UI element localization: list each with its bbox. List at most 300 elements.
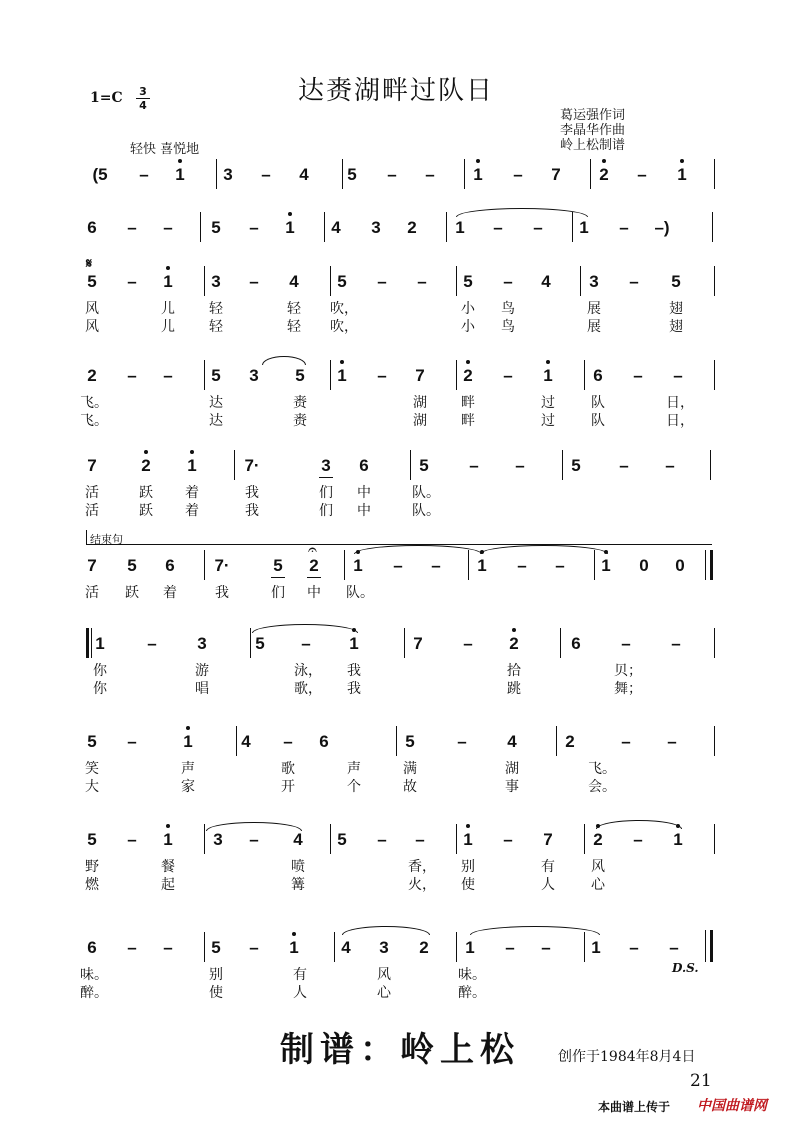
lyric-syllable: 过: [541, 395, 555, 411]
double-bar-line: [705, 550, 706, 580]
note: –: [515, 456, 525, 475]
bar-line: [204, 932, 205, 962]
note: (5: [92, 165, 108, 184]
lyric-syllable: 中: [307, 585, 321, 601]
note: 1: [470, 556, 494, 576]
note: 1: [455, 218, 465, 237]
key-signature: 1=C: [90, 90, 123, 106]
note: 1: [282, 938, 306, 958]
note: 1: [594, 556, 618, 576]
note: –: [629, 272, 639, 291]
lyric-syllable: 湖: [413, 395, 427, 411]
bar-line: [330, 266, 331, 296]
lyric-syllable: 达: [209, 413, 223, 429]
slur: [354, 545, 482, 554]
note: –: [301, 634, 311, 653]
lyric-syllable: 儿: [161, 319, 175, 335]
lyric-syllable: 事: [505, 779, 519, 795]
note: –: [673, 366, 683, 385]
note: 4: [241, 732, 251, 751]
note: 5: [671, 272, 681, 291]
lyric-syllable: 们: [271, 585, 285, 601]
bar-line: [250, 628, 251, 658]
note: 5: [255, 634, 265, 653]
note: –: [163, 218, 173, 237]
lyric-syllable: 香，: [408, 859, 436, 875]
bar-line: [236, 726, 237, 756]
note: 2: [502, 634, 526, 654]
note: 1: [168, 165, 192, 185]
lyric-syllable: 喷: [291, 859, 305, 875]
lyric-syllable: 着: [163, 585, 177, 601]
composition-date: 创作于1984年8月4日: [558, 1049, 696, 1065]
note: 1: [330, 366, 354, 386]
time-signature: [136, 86, 150, 111]
note: 1: [536, 366, 560, 386]
lyric-syllable: 声: [181, 761, 195, 777]
lyric-syllable: 跃: [139, 485, 153, 501]
lyric-syllable: 队。: [412, 485, 440, 501]
note: 7: [413, 634, 423, 653]
lyric-syllable: 活: [85, 585, 99, 601]
upload-note: 本曲谱上传于: [598, 1100, 671, 1114]
note: 3: [211, 272, 221, 291]
lyric-syllable: 队: [591, 395, 605, 411]
lyric-syllable: 展: [587, 319, 601, 335]
lyric-syllable: 满: [403, 761, 417, 777]
note: –: [127, 830, 137, 849]
note: 1: [466, 165, 490, 185]
note: 4: [341, 938, 351, 957]
bar-line: [204, 360, 205, 390]
note: –: [629, 938, 639, 957]
note: –: [417, 272, 427, 291]
lyric-syllable: 湖: [505, 761, 519, 777]
bar-line: [584, 932, 585, 962]
note: 6: [165, 556, 175, 575]
note: 2: [407, 218, 417, 237]
note: 6: [87, 938, 97, 957]
note: –: [503, 272, 513, 291]
lyric-syllable: 篝: [291, 877, 305, 893]
note: 5: [211, 366, 221, 385]
meter-top: 3: [139, 85, 147, 98]
note: –: [667, 732, 677, 751]
composer: 李晶华作曲: [560, 123, 626, 138]
note: –: [671, 634, 681, 653]
lyric-syllable: 泳，: [294, 663, 322, 679]
lyric-syllable: 队: [591, 413, 605, 429]
lyric-syllable: 我: [245, 485, 259, 501]
lyric-syllable: 们: [319, 485, 333, 501]
bar-line: [204, 824, 205, 854]
slur: [252, 624, 358, 633]
note: –: [393, 556, 403, 575]
note: –: [163, 938, 173, 957]
lyric-syllable: 人: [541, 877, 555, 893]
bar-line: [330, 824, 331, 854]
note: –: [249, 830, 259, 849]
double-bar-line: [91, 628, 92, 658]
bar-line: [344, 550, 345, 580]
fermata-mark: 𝄐: [308, 540, 317, 559]
note: 5: [463, 272, 473, 291]
lyric-syllable: 飞。: [80, 395, 108, 411]
note: 2: [302, 556, 326, 576]
octave-dot-high: [292, 932, 296, 936]
note: –: [517, 556, 527, 575]
note: 2: [456, 366, 480, 386]
note: –: [127, 272, 137, 291]
lyric-syllable: 飞。: [588, 761, 616, 777]
lyric-syllable: 拾: [507, 663, 521, 679]
lyric-syllable: 儿: [161, 301, 175, 317]
lyric-syllable: 别: [209, 967, 223, 983]
note: –: [665, 456, 675, 475]
note: –: [469, 456, 479, 475]
octave-dot-high: [340, 360, 344, 364]
slur: [596, 820, 682, 829]
note: 1: [579, 218, 589, 237]
lyric-syllable: 游: [195, 663, 209, 679]
note: 7·: [214, 556, 230, 575]
lyric-syllable: 会。: [588, 779, 616, 795]
note: –: [513, 165, 523, 184]
ending-label: 结束句: [90, 533, 123, 546]
note: –: [377, 272, 387, 291]
note: 5: [211, 218, 221, 237]
note: 7: [87, 456, 97, 475]
octave-dot-high: [178, 159, 182, 163]
ending-bracket-left: [86, 530, 87, 544]
note: –: [249, 272, 259, 291]
note: –: [503, 830, 513, 849]
note: –: [621, 732, 631, 751]
note: 1: [670, 165, 694, 185]
lyric-syllable: 翅: [669, 301, 683, 317]
note: –: [377, 366, 387, 385]
lyric-syllable: 你: [93, 663, 107, 679]
bar-line: [204, 266, 205, 296]
bar-line: [714, 159, 715, 189]
octave-dot-high: [680, 159, 684, 163]
lyric-syllable: 风: [591, 859, 605, 875]
note: 5: [571, 456, 581, 475]
double-bar-line: [710, 550, 713, 580]
note: 5: [405, 732, 415, 751]
note: 6: [593, 366, 603, 385]
note: –: [249, 218, 259, 237]
bar-line: [584, 824, 585, 854]
note: –: [377, 830, 387, 849]
bar-line: [464, 159, 465, 189]
lyric-syllable: 你: [93, 681, 107, 697]
lyric-syllable: 跳: [507, 681, 521, 697]
note: 6: [571, 634, 581, 653]
signature: 制谱：岭上松: [280, 1030, 520, 1070]
note: 0: [675, 556, 685, 575]
note: –: [503, 366, 513, 385]
note: 3: [589, 272, 599, 291]
note: –: [127, 218, 137, 237]
note: 4: [541, 272, 551, 291]
lyric-syllable: 舞；: [614, 681, 642, 697]
octave-dot-high: [476, 159, 480, 163]
lyric-syllable: 着: [185, 503, 199, 519]
bar-line: [710, 450, 711, 480]
lyric-syllable: 有: [541, 859, 555, 875]
note: 1: [342, 634, 366, 654]
note: 1: [180, 456, 204, 476]
lyric-syllable: 唱: [195, 681, 209, 697]
note: 4: [331, 218, 341, 237]
lyric-syllable: 我: [215, 585, 229, 601]
lyric-syllable: 达: [209, 395, 223, 411]
note: 1: [176, 732, 200, 752]
note: 5: [337, 272, 347, 291]
note: –: [457, 732, 467, 751]
lyric-syllable: 轻: [209, 301, 223, 317]
bar-line: [590, 159, 591, 189]
lyricist: 葛运强作词: [560, 108, 626, 123]
bar-line: [204, 550, 205, 580]
double-bar-line: [705, 930, 706, 962]
note: 5: [266, 556, 290, 576]
credits: [560, 108, 625, 153]
slur: [342, 926, 430, 935]
brand-logo[interactable]: 中国曲谱网: [697, 1098, 767, 1114]
lyric-syllable: 风: [85, 301, 99, 317]
note: –: [283, 732, 293, 751]
octave-dot-high: [190, 450, 194, 454]
note: 6: [319, 732, 329, 751]
note: 1: [456, 830, 480, 850]
note: 2: [134, 456, 158, 476]
lyric-syllable: 歌: [281, 761, 295, 777]
note: 7: [87, 556, 97, 575]
octave-dot-high: [546, 360, 550, 364]
lyric-syllable: 轻: [287, 319, 301, 335]
bar-line: [456, 266, 457, 296]
lyric-syllable: 使: [461, 877, 475, 893]
segno-mark: 𝄋: [86, 256, 93, 272]
lyric-syllable: 使: [209, 985, 223, 1001]
lyric-syllable: 贝；: [614, 663, 642, 679]
lyric-syllable: 队。: [412, 503, 440, 519]
bar-line: [404, 628, 405, 658]
slur: [456, 208, 588, 217]
lyric-syllable: 赉: [293, 395, 307, 411]
note: 2: [87, 366, 97, 385]
note: 5: [87, 272, 97, 291]
bar-line: [200, 212, 201, 242]
lyric-syllable: 队。: [346, 585, 374, 601]
note: 1: [156, 830, 180, 850]
lyric-syllable: 活: [85, 503, 99, 519]
note: 3: [249, 366, 259, 385]
note: –: [505, 938, 515, 957]
note: –: [431, 556, 441, 575]
lyric-syllable: 故: [403, 779, 417, 795]
note: 1: [591, 938, 601, 957]
note: 3: [379, 938, 389, 957]
note: 5: [87, 830, 97, 849]
note: –: [669, 938, 679, 957]
note: 3: [223, 165, 233, 184]
octave-dot-high: [602, 159, 606, 163]
note: 2: [592, 165, 616, 185]
lyric-syllable: 日，: [666, 413, 694, 429]
note: 1: [278, 218, 302, 238]
bar-line: [714, 628, 715, 658]
note: 6: [359, 456, 369, 475]
lyric-syllable: 开: [281, 779, 295, 795]
bar-line: [714, 824, 715, 854]
note: –: [619, 456, 629, 475]
lyric-syllable: 歌，: [294, 681, 322, 697]
slur: [480, 545, 608, 554]
bar-line: [216, 159, 217, 189]
note: 1: [156, 272, 180, 292]
lyric-syllable: 小: [461, 319, 475, 335]
bar-line: [456, 360, 457, 390]
lyric-syllable: 大: [85, 779, 99, 795]
lyric-syllable: 别: [461, 859, 475, 875]
lyric-syllable: 笑: [85, 761, 99, 777]
note: 2: [419, 938, 429, 957]
ending-bracket: [86, 544, 712, 545]
note: –: [127, 938, 137, 957]
note: –): [654, 218, 670, 237]
note: 5: [347, 165, 357, 184]
note: 1: [346, 556, 370, 576]
lyric-syllable: 野: [85, 859, 99, 875]
lyric-syllable: 畔: [461, 395, 475, 411]
double-bar-line: [710, 930, 713, 962]
bar-line: [714, 726, 715, 756]
ds-mark: D.S.: [672, 961, 699, 975]
note: –: [415, 830, 425, 849]
note: 5: [295, 366, 305, 385]
bar-line: [560, 628, 561, 658]
lyric-syllable: 燃: [85, 877, 99, 893]
lyric-syllable: 中: [357, 485, 371, 501]
lyric-syllable: 味。: [458, 967, 486, 983]
octave-dot-high: [288, 212, 292, 216]
slur: [470, 926, 600, 935]
note: 5: [211, 938, 221, 957]
lyric-syllable: 餐: [161, 859, 175, 875]
note: –: [425, 165, 435, 184]
engraver: 岭上松制谱: [560, 138, 626, 153]
note: 7: [415, 366, 425, 385]
note: –: [147, 634, 157, 653]
bar-line: [714, 360, 715, 390]
note: –: [633, 366, 643, 385]
lyric-syllable: 我: [347, 681, 361, 697]
note: –: [541, 938, 551, 957]
lyric-syllable: 起: [161, 877, 175, 893]
note: 3: [197, 634, 207, 653]
lyric-syllable: 过: [541, 413, 555, 429]
note: 2: [565, 732, 575, 751]
bar-line: [456, 932, 457, 962]
note: 5: [127, 556, 137, 575]
lyric-syllable: 心: [377, 985, 391, 1001]
lyric-syllable: 着: [185, 485, 199, 501]
lyric-syllable: 跃: [139, 503, 153, 519]
lyric-syllable: 家: [181, 779, 195, 795]
slur: [206, 822, 302, 831]
lyric-syllable: 醉。: [80, 985, 108, 1001]
lyric-syllable: 小: [461, 301, 475, 317]
note: –: [163, 366, 173, 385]
bar-line: [446, 212, 447, 242]
lyric-syllable: 鸟: [501, 301, 515, 317]
bar-line: [562, 450, 563, 480]
note: 4: [299, 165, 309, 184]
note: 7: [543, 830, 553, 849]
double-bar-line: [86, 628, 89, 658]
lyric-syllable: 人: [293, 985, 307, 1001]
note: 1: [465, 938, 475, 957]
octave-dot-high: [512, 628, 516, 632]
bar-line: [342, 159, 343, 189]
lyric-syllable: 们: [319, 503, 333, 519]
lyric-syllable: 风: [85, 319, 99, 335]
note: 5: [337, 830, 347, 849]
note: –: [249, 938, 259, 957]
note: –: [139, 165, 149, 184]
note: –: [127, 366, 137, 385]
bar-line: [580, 266, 581, 296]
lyric-syllable: 火，: [408, 877, 436, 893]
bar-line: [324, 212, 325, 242]
note: 5: [419, 456, 429, 475]
note: 2: [586, 830, 610, 850]
note: 1: [95, 634, 105, 653]
meter-bottom: 4: [139, 99, 147, 112]
bar-line: [330, 360, 331, 390]
bar-line: [714, 266, 715, 296]
note: –: [261, 165, 271, 184]
octave-dot-high: [466, 824, 470, 828]
octave-dot-high: [166, 824, 170, 828]
note: 3: [213, 830, 223, 849]
lyric-syllable: 个: [347, 779, 361, 795]
lyric-syllable: 心: [591, 877, 605, 893]
note: –: [387, 165, 397, 184]
note: 7·: [244, 456, 260, 475]
lyric-syllable: 轻: [209, 319, 223, 335]
lyric-syllable: 中: [357, 503, 371, 519]
bar-line: [334, 932, 335, 962]
octave-dot-high: [186, 726, 190, 730]
note: 0: [639, 556, 649, 575]
slur: [262, 356, 306, 365]
lyric-syllable: 鸟: [501, 319, 515, 335]
bar-line: [556, 726, 557, 756]
bar-line: [712, 212, 713, 242]
note: –: [633, 830, 643, 849]
bar-line: [410, 450, 411, 480]
note: –: [621, 634, 631, 653]
note: –: [637, 165, 647, 184]
lyric-syllable: 吹，: [330, 301, 358, 317]
octave-dot-high: [144, 450, 148, 454]
note: –: [619, 218, 629, 237]
lyric-syllable: 吹，: [330, 319, 358, 335]
